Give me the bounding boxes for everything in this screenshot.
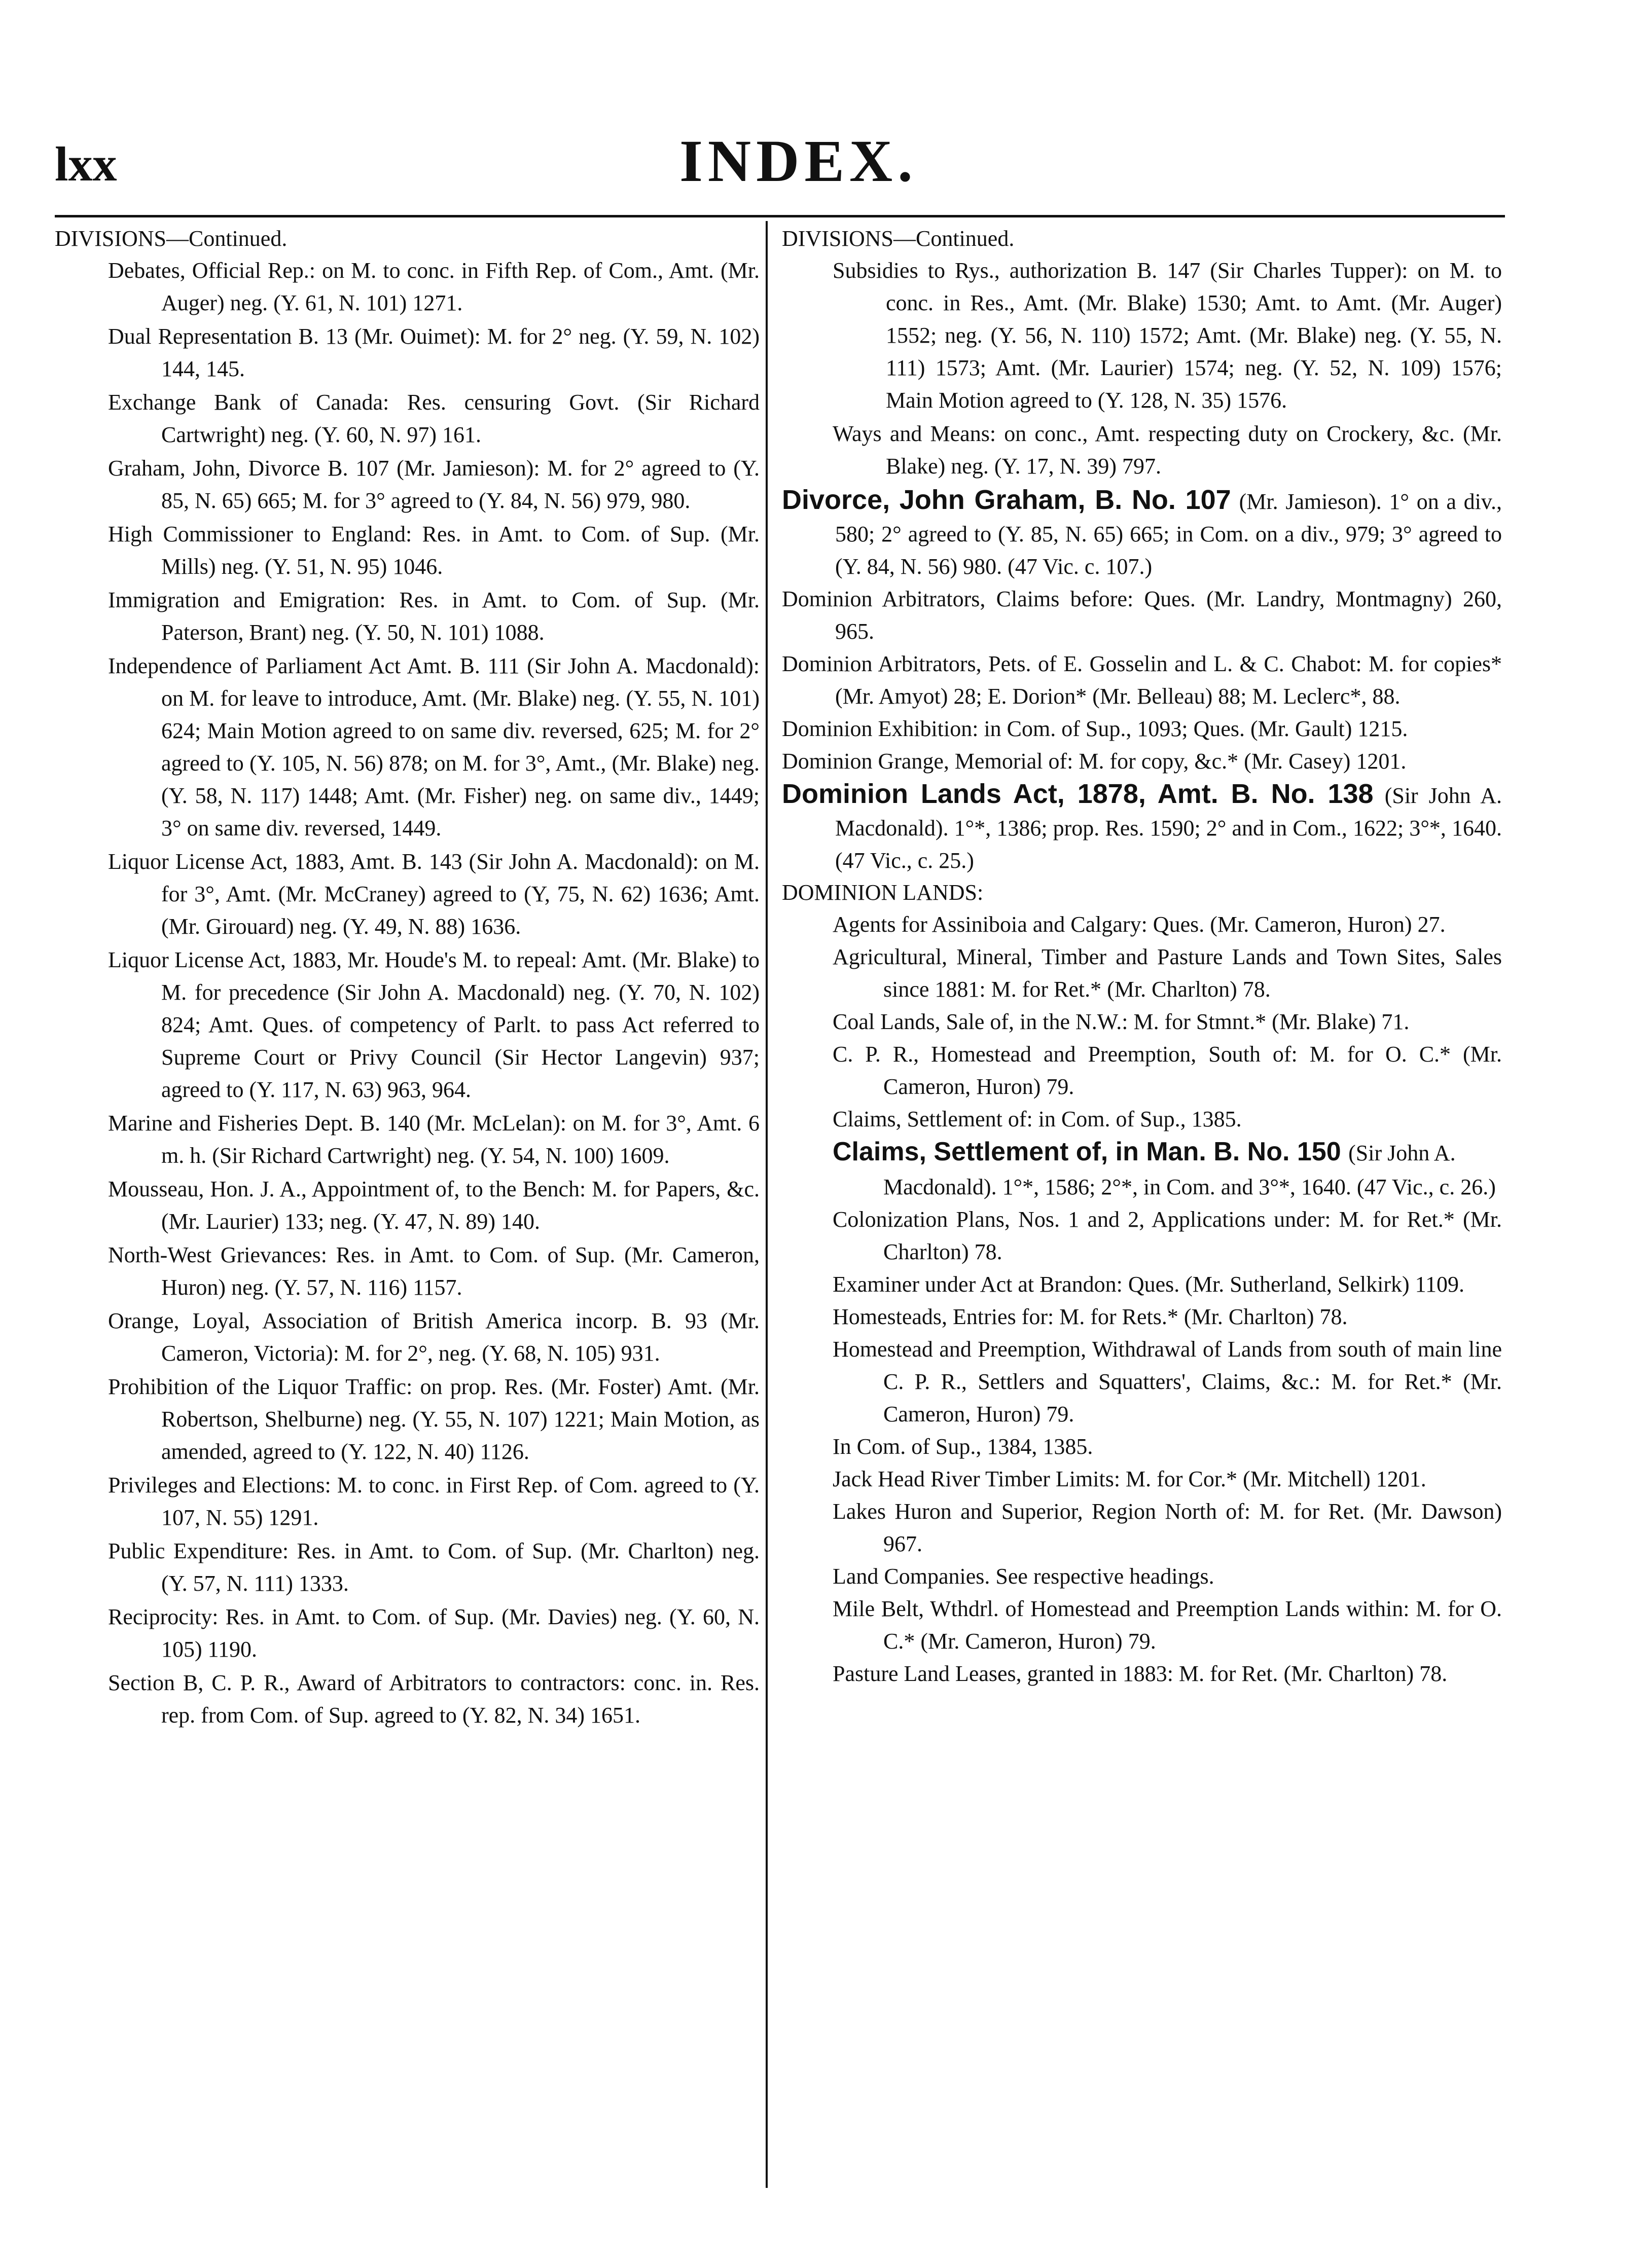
lands-act-title: Dominion Lands Act, 1878, Amt. B. No. 138 [782,779,1374,809]
dominion-entry-list [782,583,1502,778]
index-entry: Independence of Parliament Act Amt. B. 111 (Sir John A. Macdonald): on M. for leave to introduce, Amt. (Mr. Blake) neg. (Y. 55, N. 101) 624; Main Motion agreed to on same div. reversed, 625; M. for 2° agreed to (Y. 105, N. 56) 878; on M. for 3°, Amt., (Mr. Blake) neg. (Y. 58, N. 117) 1448; Amt. (Mr. Fisher) neg. on same div., 1449; 3° on same div. reversed, 1449. [108,653,760,840]
left-column-heading: DIVISIONS—Continued. [55,226,288,251]
index-entry: Section B, C. P. R., Award of Arbitrators to contractors: conc. in. Res. rep. from Com. of Sup. agreed to (Y. 82, N. 34) 1651. [108,1670,760,1728]
index-entry: Dominion Arbitrators, Claims before: Ques. (Mr. Landry, Montmagny) 260, 965. [782,587,1502,644]
lands-act-text: (Sir John A. Macdonald). 1°*, 1386; prop. Res. 1590; 2° and in Com., 1622; 3°*, 1640. (47 Vic., c. 25.) [835,783,1502,873]
lands-subentry: Pasture Land Leases, granted in 1883: M. for Ret. (Mr. Charlton) 78. [833,1661,1448,1686]
lands-subentry: Examiner under Act at Brandon: Ques. (Mr. Sutherland, Selkirk) 1109. [833,1272,1465,1297]
index-entry: Liquor License Act, 1883, Amt. B. 143 (Sir John A. Macdonald): on M. for 3°, Amt. (Mr. McCraney) agreed to (Y, 75, N. 62) 1636; Amt. (Mr. Girouard) neg. (Y. 49, N. 88) 1636. [108,849,760,939]
lands-act-entry [782,778,1502,877]
index-entry: Public Expenditure: Res. in Amt. to Com. of Sup. (Mr. Charlton) neg. (Y. 57, N. 111) 1333. [108,1539,760,1596]
index-entry: Exchange Bank of Canada: Res. censuring Govt. (Sir Richard Cartwright) neg. (Y. 60, N. 97) 161. [108,390,760,447]
claims-bill-title: Claims, Settlement of, in Man. B. No. 150 [833,1137,1341,1166]
lands-subentry: Coal Lands, Sale of, in the N.W.: M. for Stmnt.* (Mr. Blake) 71. [833,1009,1410,1034]
index-entry: Liquor License Act, 1883, Mr. Houde's M. to repeal: Amt. (Mr. Blake) to M. for precedence (Sir John A. Macdonald) neg. (Y. 70, N. 102) 824; Amt. Ques. of competency of Parlt. to pass Act referred to Supreme Court or Privy Council (Sir Hector Langevin) 937; agreed to (Y. 117, N. 63) 963, 964. [108,947,760,1102]
lands-subentry: Colonization Plans, Nos. 1 and 2, Applications under: M. for Ret.* (Mr. Charlton) 78. [833,1207,1502,1264]
lands-subentry: Claims, Settlement of: in Com. of Sup., 1385. [833,1107,1242,1131]
right-continued-list [782,254,1502,483]
index-entry: Debates, Official Rep.: on M. to conc. in Fifth Rep. of Com., Amt. (Mr. Auger) neg. (Y. 61, N. 101) 1271. [108,258,760,315]
lands-subentry: Land Companies. See respective headings. [833,1564,1214,1589]
column-divider [766,221,768,2188]
divorce-title: Divorce, John Graham, B. No. 107 [782,485,1231,515]
index-entry: Reciprocity: Res. in Amt. to Com. of Sup. (Mr. Davies) neg. (Y. 60, N. 105) 1190. [108,1604,760,1662]
divorce-entry [782,484,1502,583]
index-entry: Orange, Loyal, Association of British America incorp. B. 93 (Mr. Cameron, Victoria): M. for 2°, neg. (Y. 68, N. 105) 931. [108,1308,760,1366]
right-column [782,223,1502,1690]
index-entry: Immigration and Emigration: Res. in Amt. to Com. of Sup. (Mr. Paterson, Brant) neg. (Y. 50, N. 101) 1088. [108,588,760,645]
lands-subentry: Agents for Assiniboia and Calgary: Ques. (Mr. Cameron, Huron) 27. [833,912,1446,937]
claims-bill-entry [833,1136,1502,1203]
lands-subentry: Homestead and Preemption, Withdrawal of Lands from south of main line C. P. R., Settlers and Squatters', Claims, &c.: M. for Ret.* (Mr. Cameron, Huron) 79. [833,1337,1502,1426]
lands-entry-list-b [782,1203,1502,1690]
dominion-lands-heading: DOMINION LANDS: [782,880,984,905]
lands-subentry: In Com. of Sup., 1384, 1385. [833,1434,1093,1459]
index-entry: Prohibition of the Liquor Traffic: on prop. Res. (Mr. Foster) Amt. (Mr. Robertson, Shelburne) neg. (Y. 55, N. 107) 1221; Main Motion, as amended, agreed to (Y. 122, N. 40) 1126. [108,1374,760,1464]
lands-subentry: Mile Belt, Wthdrl. of Homestead and Preemption Lands within: M. for O. C.* (Mr. Cameron, Huron) 79. [833,1596,1502,1654]
index-entry: High Commissioner to England: Res. in Amt. to Com. of Sup. (Mr. Mills) neg. (Y. 51, N. 95) 1046. [108,522,760,579]
index-entry: Dominion Exhibition: in Com. of Sup., 1093; Ques. (Mr. Gault) 1215. [782,716,1408,741]
page-number: lxx [55,137,117,191]
left-column [55,223,760,1733]
index-entry: Ways and Means: on conc., Amt. respecting duty on Crockery, &c. (Mr. Blake) neg. (Y. 17, N. 39) 797. [833,421,1502,479]
index-entry: Dual Representation B. 13 (Mr. Ouimet): M. for 2° neg. (Y. 59, N. 102) 144, 145. [108,324,760,381]
index-entry: Marine and Fisheries Dept. B. 140 (Mr. McLelan): on M. for 3°, Amt. 6 m. h. (Sir Richard Cartwright) neg. (Y. 54, N. 100) 1609. [108,1111,760,1168]
lands-subentry: Jack Head River Timber Limits: M. for Cor.* (Mr. Mitchell) 1201. [833,1467,1426,1491]
header-rule [55,215,1505,217]
index-entry: Mousseau, Hon. J. A., Appointment of, to the Bench: M. for Papers, &c. (Mr. Laurier) 133; neg. (Y. 47, N. 89) 140. [108,1177,760,1234]
right-column-heading: DIVISIONS—Continued. [782,226,1015,251]
index-entry: Graham, John, Divorce B. 107 (Mr. Jamieson): M. for 2° agreed to (Y. 85, N. 65) 665; M. for 3° agreed to (Y. 84, N. 56) 979, 980. [108,456,760,513]
page-title: INDEX. [679,128,918,194]
lands-subentry: Agricultural, Mineral, Timber and Pasture Lands and Town Sites, Sales since 1881: M. for Ret.* (Mr. Charlton) 78. [833,944,1502,1002]
index-entry: Dominion Arbitrators, Pets. of E. Gosselin and L. & C. Chabot: M. for copies* (Mr. Amyot) 28; E. Dorion* (Mr. Belleau) 88; M. Leclerc*, 88. [782,651,1502,709]
index-entry: Privileges and Elections: M. to conc. in First Rep. of Com. agreed to (Y. 107, N. 55) 1291. [108,1473,760,1530]
index-entry: Subsidies to Rys., authorization B. 147 (Sir Charles Tupper): on M. to conc. in Res., Amt. (Mr. Blake) 1530; Amt. to Amt. (Mr. Auger) 1552; neg. (Y. 56, N. 110) 1572; Amt. (Mr. Blake) neg. (Y. 55, N. 111) 1573; Amt. (Mr. Laurier) 1574; neg. (Y. 52, N. 109) 1576; Main Motion agreed to (Y. 128, N. 35) 1576. [833,258,1502,413]
lands-subentry: Lakes Huron and Superior, Region North of: M. for Ret. (Mr. Dawson) 967. [833,1499,1502,1556]
lands-subentry: Homesteads, Entries for: M. for Rets.* (Mr. Charlton) 78. [833,1304,1348,1329]
index-entry: North-West Grievances: Res. in Amt. to Com. of Sup. (Mr. Cameron, Huron) neg. (Y. 57, N. 116) 1157. [108,1242,760,1300]
lands-subentry: C. P. R., Homestead and Preemption, South of: M. for O. C.* (Mr. Cameron, Huron) 79. [833,1042,1502,1099]
divorce-text: (Mr. Jamieson). 1° on a div., 580; 2° agreed to (Y. 85, N. 65) 665; in Com. on a div., 979; 3° agreed to (Y. 84, N. 56) 980. (47 Vic. c. 107.) [835,489,1502,579]
claims-bill-text: (Sir John A. Macdonald). 1°*, 1586; 2°*, in Com. and 3°*, 1640. (47 Vic., c. 26.) [883,1141,1496,1199]
lands-entry-list-a [782,908,1502,1136]
index-entry: Dominion Grange, Memorial of: M. for copy, &c.* (Mr. Casey) 1201. [782,749,1407,774]
left-entry-list [55,254,760,1732]
